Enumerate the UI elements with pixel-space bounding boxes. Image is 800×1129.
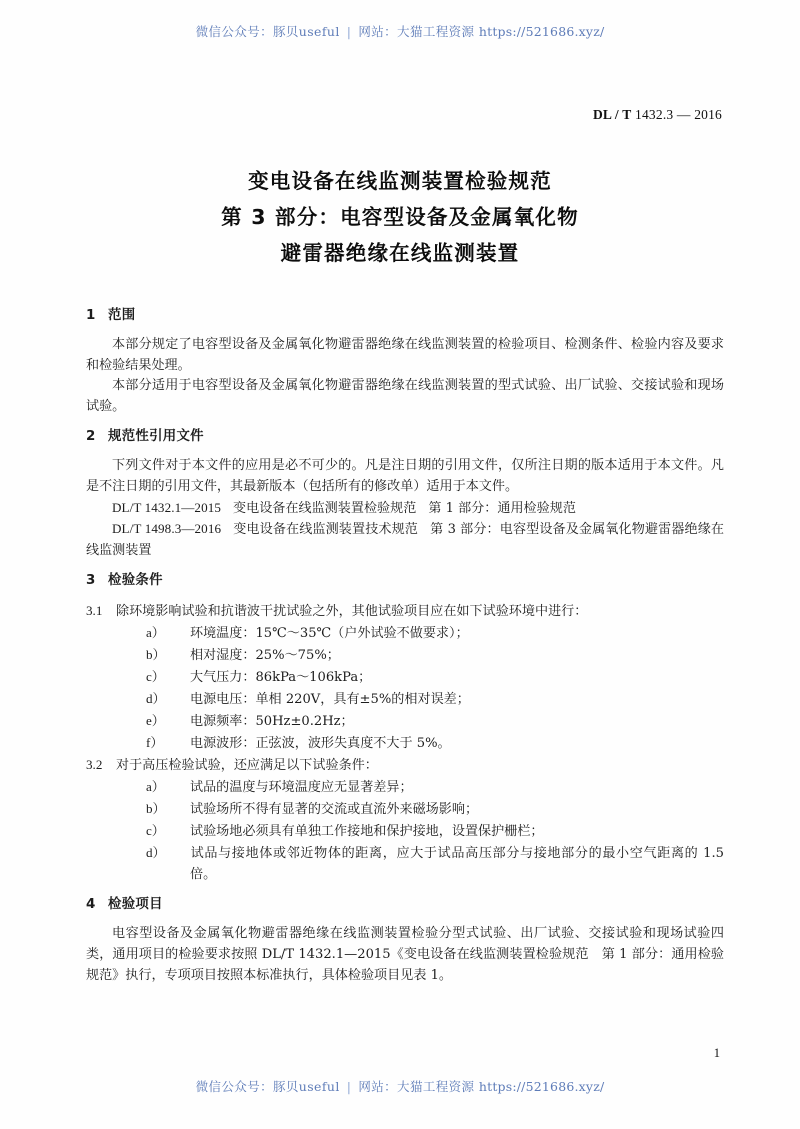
list-item-letter: a） xyxy=(146,779,165,795)
section-title-2: 规范性引用文件 xyxy=(108,429,204,445)
list-3-1 xyxy=(86,622,724,754)
reference-1-part: 第 1 部分：通用检验规范 xyxy=(428,500,576,516)
section-title-1: 范围 xyxy=(108,308,136,323)
watermark-site-label: 网站：大猫工程资源 xyxy=(358,24,475,39)
section-number-2: 2 xyxy=(86,429,96,445)
clause-3-1-number: 3.1 xyxy=(86,603,103,619)
standard-prefix: DL / T xyxy=(592,107,632,122)
section-number-1: 1 xyxy=(86,308,96,323)
section-1-paragraph-2: 本部分适用于电容型设备及金属氧化物避雷器绝缘在线监测装置的型式试验、出厂试验、交接试验和现场试验。 xyxy=(86,378,724,414)
section-1-paragraph-1: 本部分规定了电容型设备及金属氧化物避雷器绝缘在线监测装置的检验项目、检测条件、检验内容及要求和检验结果处理。 xyxy=(86,337,724,373)
list-item-text: 试品的温度与环境温度应无显著差异； xyxy=(190,780,413,796)
list-item xyxy=(116,710,724,732)
list-item xyxy=(116,644,724,666)
list-item-text: 试验场地必须具有单独工作接地和保护接地，设置保护栅栏； xyxy=(190,824,544,840)
list-item xyxy=(116,798,724,820)
list-item-letter: a） xyxy=(146,625,165,641)
title-line-1: 变电设备在线监测装置检验规范 xyxy=(248,169,552,193)
section-heading-1 xyxy=(86,306,724,326)
list-item xyxy=(116,842,724,885)
list-item-text: 电源频率：50Hz±0.2Hz； xyxy=(190,714,354,730)
watermark-bottom xyxy=(0,1077,800,1095)
list-item-text: 环境温度：15℃～35℃（户外试验不做要求）； xyxy=(190,626,469,642)
document-body xyxy=(86,306,724,986)
list-item-letter: b） xyxy=(146,801,166,817)
section-heading-4 xyxy=(86,895,724,915)
clause-3-2-text: 对于高压检验试验，还应满足以下试验条件： xyxy=(116,758,378,774)
list-3-2 xyxy=(86,776,724,885)
normative-reference-1 xyxy=(86,498,724,520)
reference-2-title: 变电设备在线监测装置技术规范 xyxy=(233,522,418,538)
section-2-paragraph-1: 下列文件对于本文件的应用是必不可少的。凡是注日期的引用文件，仅所注日期的版本适用于本文件。凡是不注日期的引用文件，其最新版本（包括所有的修改单）适用于本文件。 xyxy=(86,458,724,494)
list-item xyxy=(116,666,724,688)
title-line-3: 避雷器绝缘在线监测装置 xyxy=(280,241,520,265)
list-item-text: 试验场所不得有显著的交流或直流外来磁场影响； xyxy=(190,802,479,818)
reference-1-id: DL/T 1432.1—2015 xyxy=(112,499,222,515)
clause-3-1 xyxy=(86,600,724,622)
reference-1-title: 变电设备在线监测装置检验规范 xyxy=(233,500,417,516)
watermark-wechat-label: 微信公众号：豚贝useful xyxy=(195,1079,340,1094)
standard-number-header xyxy=(593,107,722,123)
section-number-4: 4 xyxy=(86,897,96,913)
list-item-text: 相对湿度：25%～75%； xyxy=(190,648,340,664)
list-item xyxy=(116,776,724,798)
list-item-text: 电源电压：单相 220V，具有±5%的相对误差； xyxy=(190,692,470,708)
section-4-paragraph-1: 电容型设备及金属氧化物避雷器绝缘在线监测装置检验分型式试验、出厂试验、交接试验和现场试验四类，通用项目的检验要求按照 DL/T 1432.1—2015《变电设备在线监测装置检验规范 第 1 部分：通用检验规范》执行，专项项目按照本标准执行，具体检验项目见表 1。 xyxy=(86,926,724,983)
list-item-text: 试品与接地体或邻近物体的距离，应大于试品高压部分与接地部分的最小空气距离的 1.5 倍。 xyxy=(190,846,724,883)
clause-3-2-number: 3.2 xyxy=(86,757,103,773)
section-number-3: 3 xyxy=(86,573,96,589)
list-item-letter: d） xyxy=(146,845,166,861)
list-item-text: 大气压力：86kPa～106kPa； xyxy=(190,670,372,686)
clause-3-1-text: 除环境影响试验和抗谐波干扰试验之外，其他试验项目应在如下试验环境中进行： xyxy=(116,604,588,620)
watermark-separator: | xyxy=(346,1079,352,1094)
page-number: 1 xyxy=(713,1046,720,1060)
list-item-letter: e） xyxy=(146,713,165,729)
watermark-separator: | xyxy=(346,24,352,39)
standard-number: 1432.3 — 2016 xyxy=(635,107,722,122)
section-title-4: 检验项目 xyxy=(108,897,163,913)
clause-3-2 xyxy=(86,754,724,776)
list-item xyxy=(116,732,724,754)
watermark-url: https://521686.xyz/ xyxy=(478,1079,605,1094)
list-item-letter: b） xyxy=(146,647,166,663)
list-item xyxy=(116,688,724,710)
list-item-text: 电源波形：正弦波，波形失真度不大于 5%。 xyxy=(190,736,451,752)
watermark-wechat-label: 微信公众号：豚贝useful xyxy=(195,24,340,39)
watermark-top xyxy=(0,22,800,40)
list-item-letter: f） xyxy=(146,735,164,751)
list-item xyxy=(116,622,724,644)
reference-2-part: 第 3 部分：电容型设备及金属氧化物避雷器绝缘在线监测装置 xyxy=(86,522,725,558)
title-line-2: 第 3 部分：电容型设备及金属氧化物 xyxy=(221,205,579,229)
section-heading-2 xyxy=(86,427,724,447)
list-item-letter: c） xyxy=(146,669,165,685)
watermark-url: https://521686.xyz/ xyxy=(478,24,605,39)
reference-2-id: DL/T 1498.3—2016 xyxy=(112,521,222,537)
watermark-site-label: 网站：大猫工程资源 xyxy=(358,1079,475,1094)
section-title-3: 检验条件 xyxy=(108,573,163,589)
list-item-letter: c） xyxy=(146,823,165,839)
list-item-letter: d） xyxy=(146,691,166,707)
normative-reference-2 xyxy=(86,519,724,561)
document-title xyxy=(0,163,800,271)
list-item xyxy=(116,820,724,842)
section-heading-3 xyxy=(86,571,724,591)
